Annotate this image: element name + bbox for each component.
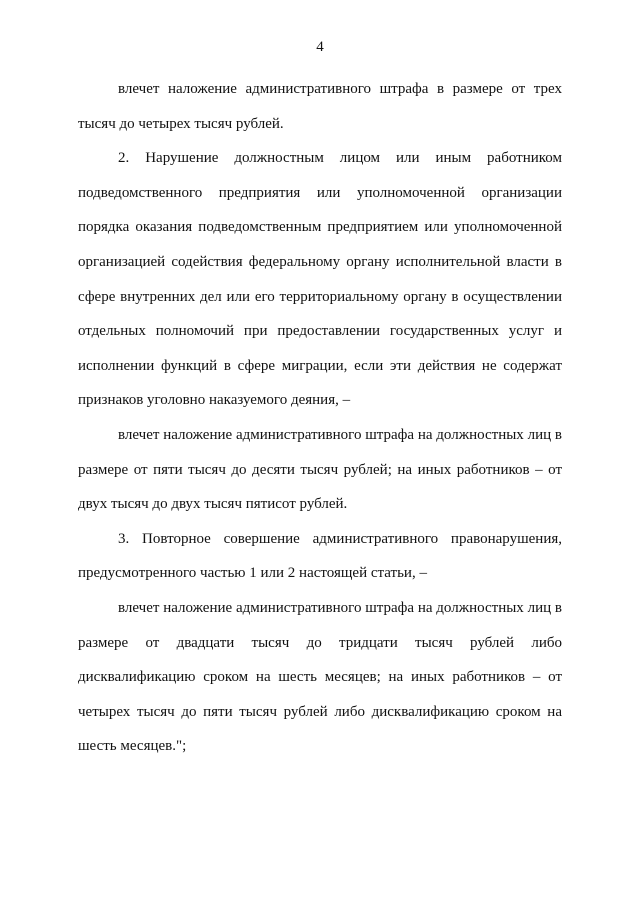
paragraph-clause-2: 2. Нарушение должностным лицом или иным работником подведомственного предприятия или уполномоченной организации порядка оказания подведомственным предприятием или уполномоченной организацией содействия федеральному органу исполнительной власти в сфере внутренних дел или его территориальному органу в осуществлении отдельных полномочий при предоставлении государственных услуг и исполнении функций в сфере миграции, если эти действия не содержат признаков уголовно наказуемого деяния, –: [78, 150, 562, 409]
paragraph-penalty-3: влечет наложение административного штрафа на должностных лиц в размере от двадцати тысяч до тридцати тысяч рублей либо дисквалификацию сроком на шесть месяцев; на иных работников – от четырех тысяч до пяти тысяч рублей либо дисквалификацию сроком на шесть месяцев.";: [78, 599, 562, 755]
document-body: [78, 72, 562, 764]
paragraph-penalty-1: влечет наложение административного штрафа в размере от трех тысяч до четырех тысяч рублей.: [78, 81, 562, 132]
paragraph-clause-3: 3. Повторное совершение административного правонарушения, предусмотренного частью 1 или 2 настоящей статьи, –: [78, 530, 562, 582]
page-number: 4: [316, 39, 324, 55]
paragraph-penalty-2: влечет наложение административного штрафа на должностных лиц в размере от пяти тысяч до десяти тысяч рублей; на иных работников – от двух тысяч до двух тысяч пятисот рублей.: [78, 426, 562, 513]
